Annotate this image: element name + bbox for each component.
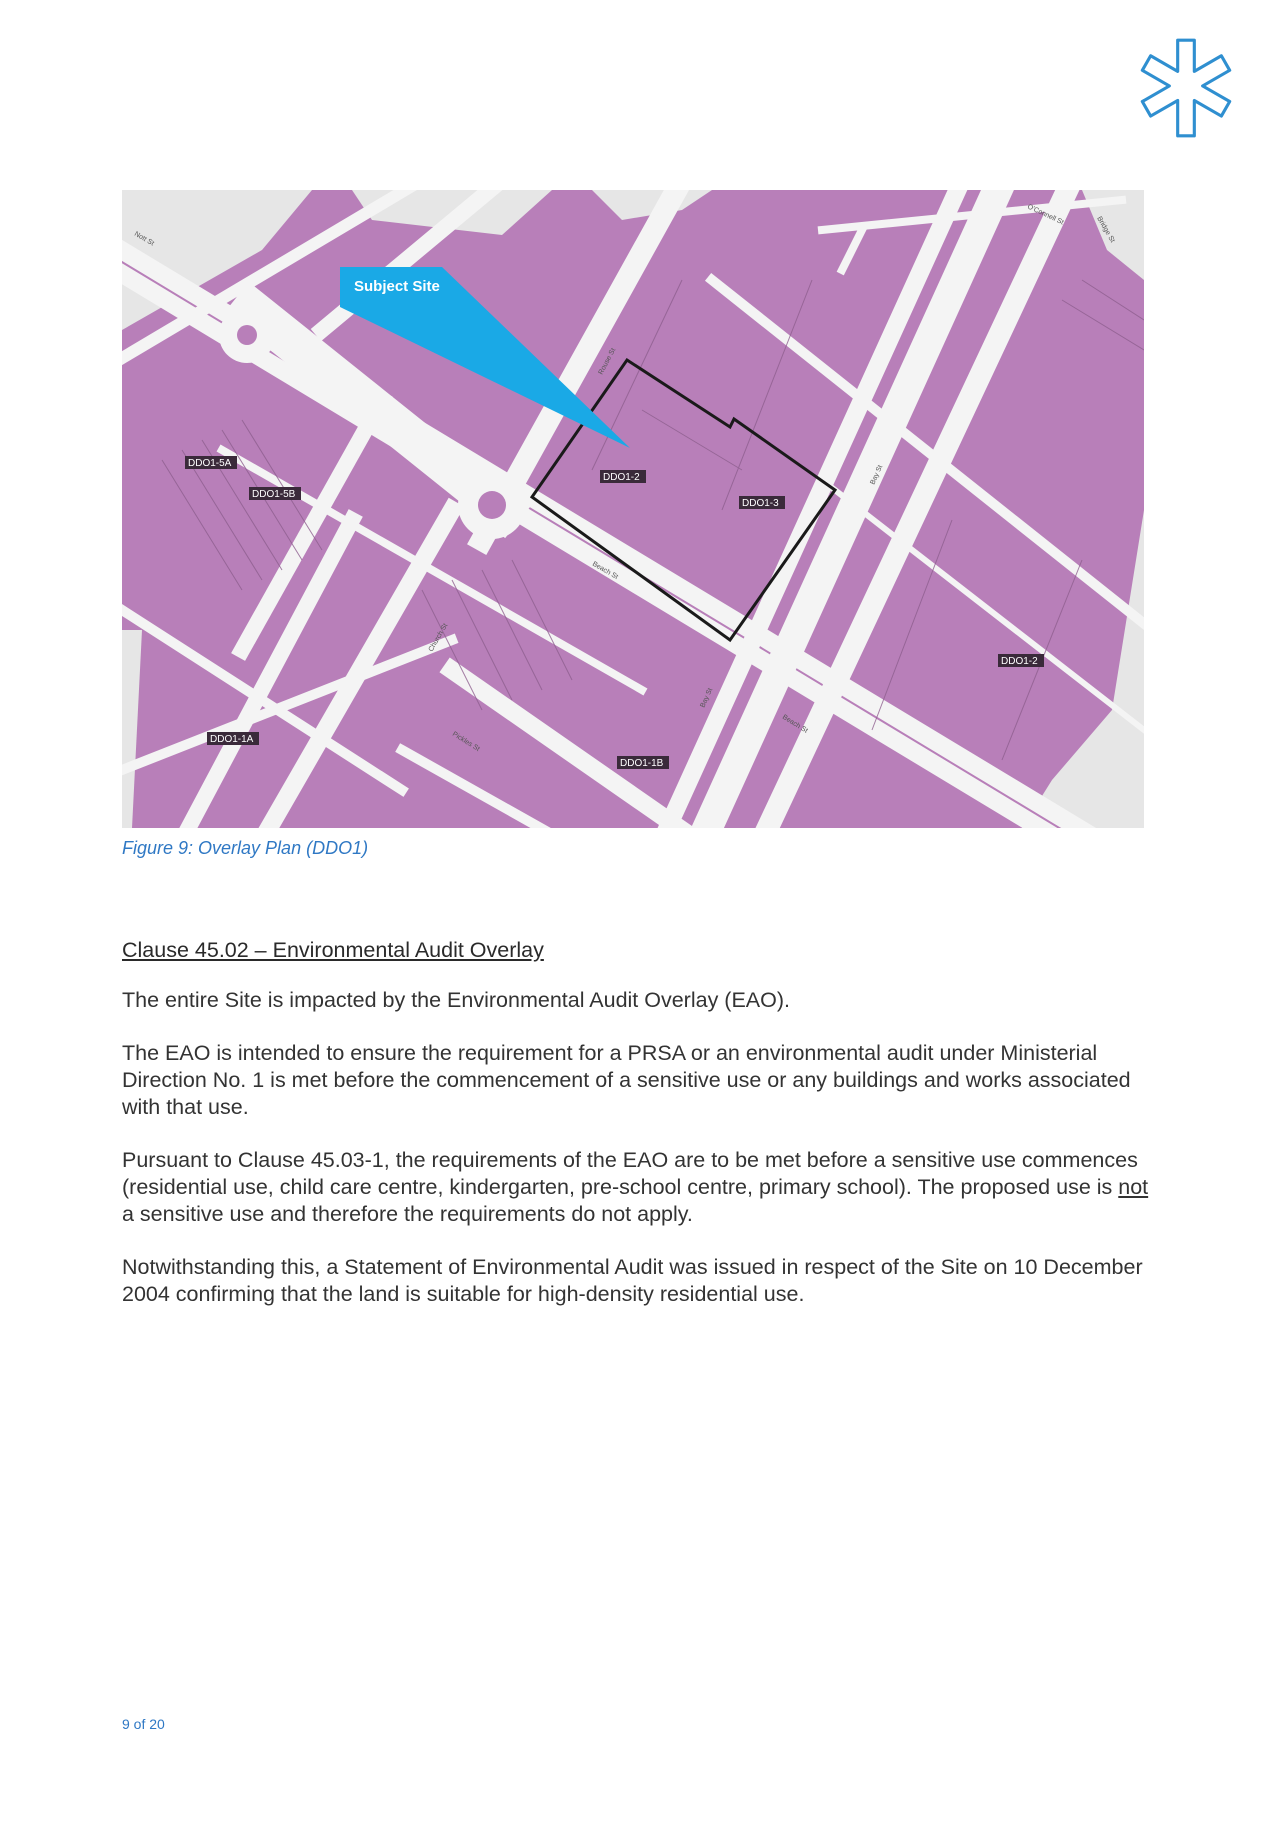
street-label: Rouse St	[597, 347, 618, 376]
paragraph-3-text-a: Pursuant to Clause 45.03-1, the requirements of the EAO are to be met before a sensitive use commences (residential use, child care centre, kindergarten, pre-school centre, primary school). The proposed use is	[122, 1148, 1138, 1199]
paragraph-3-emphasis: not	[1118, 1175, 1149, 1199]
svg-text:DDO1-2: DDO1-2	[1001, 656, 1038, 667]
svg-text:DDO1-5A: DDO1-5A	[188, 458, 232, 469]
road-network	[122, 190, 1144, 828]
street-label: Beach St	[780, 713, 809, 735]
street-label: Nott St	[133, 230, 156, 248]
page-number: 9 of 20	[122, 1716, 165, 1732]
svg-text:DDO1-3: DDO1-3	[742, 498, 779, 509]
figure-caption: Figure 9: Overlay Plan (DDO1)	[122, 838, 369, 858]
paragraph-3	[122, 1147, 1152, 1228]
paragraph-2: The EAO is intended to ensure the requirement for a PRSA or an environmental audit under Ministerial Direction No. 1 is met before the commencement of a sensitive use or any buildings and works associated with that use.	[122, 1041, 1131, 1119]
zone-label-ddo1-2-site	[600, 470, 646, 483]
svg-text:DDO1-1A: DDO1-1A	[210, 734, 254, 745]
paragraph-4: Notwithstanding this, a Statement of Environmental Audit was issued in respect of the Site on 10 December 2004 confirming that the land is suitable for high-density residential use.	[122, 1255, 1143, 1306]
zone-label-ddo1-5b	[249, 487, 301, 500]
section-body	[122, 938, 1152, 1334]
zone-label-ddo1-1a	[207, 732, 259, 745]
svg-text:DDO1-2: DDO1-2	[603, 472, 640, 483]
callout-label: Subject Site	[354, 278, 440, 295]
section-heading: Clause 45.02 – Environmental Audit Overlay	[122, 938, 544, 962]
street-label: O'Connell St	[1026, 203, 1065, 227]
street-label: Pickles St	[450, 730, 481, 753]
svg-text:DDO1-5B: DDO1-5B	[252, 489, 296, 500]
asterisk-logo-icon	[1134, 36, 1238, 140]
overlay-plan-map	[122, 190, 1144, 828]
street-label: Bridge St	[1095, 215, 1116, 244]
street-label: Beach St	[591, 560, 620, 581]
paragraph-3-text-b: a sensitive use and therefore the requirements do not apply.	[122, 1202, 693, 1226]
svg-text:DDO1-1B: DDO1-1B	[620, 758, 664, 769]
street-label: Church St	[427, 622, 450, 653]
zone-label-ddo1-2-east	[998, 654, 1044, 667]
zone-label-ddo1-5a	[185, 456, 237, 469]
zone-label-ddo1-3	[739, 496, 785, 509]
paragraph-1: The entire Site is impacted by the Environmental Audit Overlay (EAO).	[122, 988, 790, 1012]
street-label: Bay St	[869, 464, 885, 486]
street-label: Bay St	[699, 687, 715, 709]
zone-label-ddo1-1b	[617, 756, 669, 769]
